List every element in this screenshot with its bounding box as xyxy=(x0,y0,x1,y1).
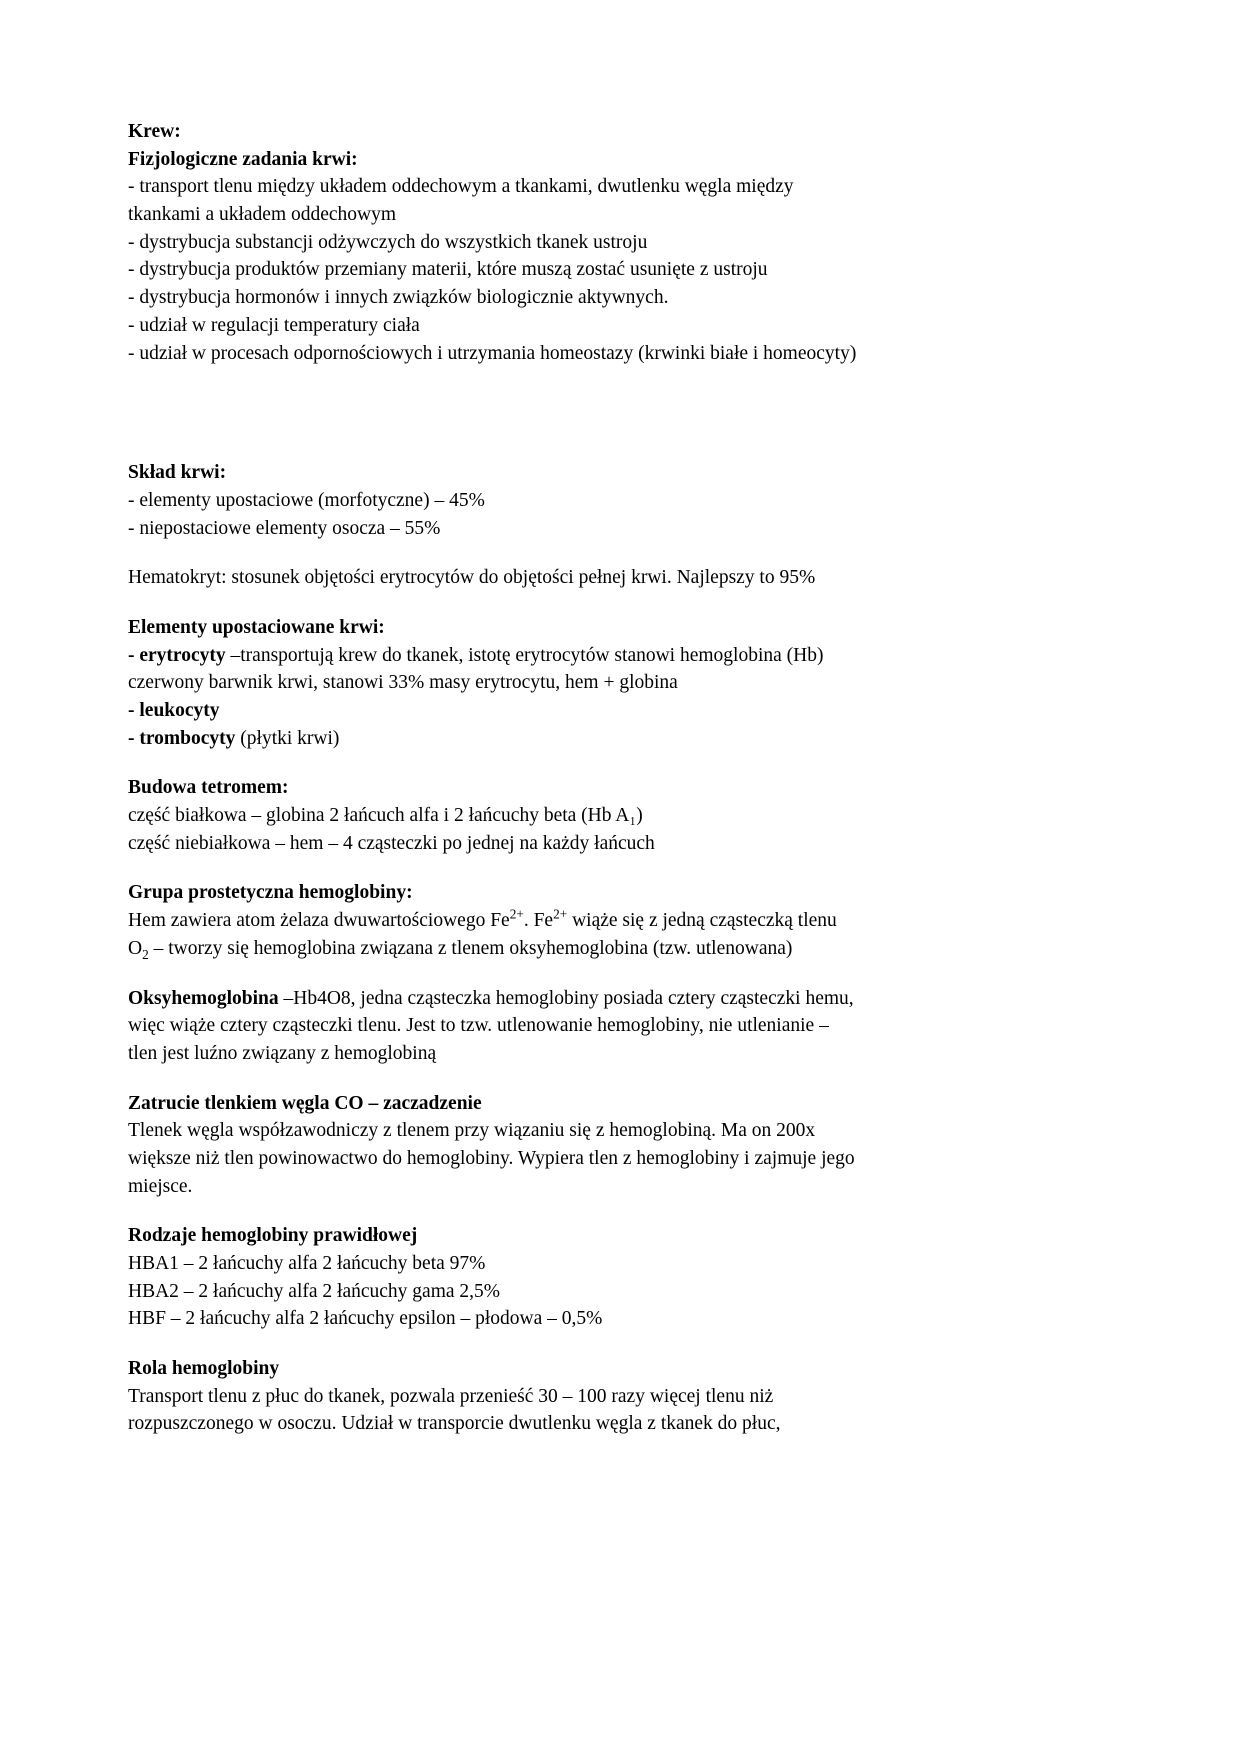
label-trombocyty: - trombocyty xyxy=(128,727,236,749)
text-grupa-line1 xyxy=(128,907,1112,935)
list-item-erytrocyty xyxy=(128,642,1112,670)
section-gap xyxy=(128,857,1112,879)
text-line: większe niż tlen powinowactwo do hemoglobiny. Wypiera tlen z hemoglobiny i zajmuje jego xyxy=(128,1147,855,1169)
text-line: - transport tlenu między układem oddechowym a tkankami, dwutlenku węgla między xyxy=(128,176,794,198)
text-line: tkankami a układem oddechowym xyxy=(128,204,397,226)
text-fragment: –Hb4O8, jedna cząsteczka hemoglobiny posiada cztery cząsteczki hemu, xyxy=(278,987,854,1009)
text-line: więc wiąże cztery cząsteczki tlenu. Jest to tzw. utlenowanie hemoglobiny, nie utlenianie – xyxy=(128,1015,829,1037)
text-fragment: . Fe xyxy=(523,910,554,932)
text-line: HBA2 – 2 łańcuchy alfa 2 łańcuchy gama 2,5% xyxy=(128,1280,501,1302)
heading-rola-hemoglobiny: Rola hemoglobiny xyxy=(128,1358,280,1380)
text-line: część niebiałkowa – hem – 4 cząsteczki po jednej na każdy łańcuch xyxy=(128,832,655,854)
text-line: - dystrybucja produktów przemiany materii, które muszą zostać usunięte z ustroju xyxy=(128,259,768,281)
document-body xyxy=(128,118,1112,1438)
text-line: HBF – 2 łańcuchy alfa 2 łańcuchy epsilon – płodowa – 0,5% xyxy=(128,1308,603,1330)
text-grupa-line2 xyxy=(128,935,1112,963)
label-oksyhemoglobina: Oksyhemoglobina xyxy=(128,987,279,1009)
heading-sklad-krwi: Skład krwi: xyxy=(128,462,227,484)
text-line: - udział w procesach odpornościowych i utrzymania homeostazy (krwinki białe i homeocyty) xyxy=(128,342,857,364)
text-line: część białkowa – globina 2 łańcuch alfa i 2 łańcuchy beta (Hb A₁) xyxy=(128,805,643,827)
text-line: - elementy upostaciowe (morfotyczne) – 45% xyxy=(128,489,485,511)
section-gap xyxy=(128,963,1112,985)
text-fragment: O xyxy=(128,937,143,959)
text-fragment: Hem zawiera atom żelaza dwuwartościowego Fe xyxy=(128,910,510,932)
text-line: tlen jest luźno związany z hemoglobiną xyxy=(128,1042,437,1064)
label-erytrocyty: - erytrocyty xyxy=(128,644,226,666)
text-line: czerwony barwnik krwi, stanowi 33% masy erytrocytu, hem + globina xyxy=(128,672,678,694)
section-gap xyxy=(128,592,1112,614)
paragraph-oksyhemoglobina xyxy=(128,985,1112,1013)
text-line: - dystrybucja hormonów i innych związków biologicznie aktywnych. xyxy=(128,287,669,309)
text-trombocyty: (płytki krwi) xyxy=(235,727,340,749)
section-gap xyxy=(128,542,1112,564)
section-gap xyxy=(128,1068,1112,1090)
section-gap xyxy=(128,1200,1112,1222)
section-gap xyxy=(128,427,1112,459)
section-gap xyxy=(128,1333,1112,1355)
text-erytrocyty: –transportują krew do tkanek, istotę erytrocytów stanowi hemoglobina (Hb) xyxy=(225,644,824,666)
section-gap xyxy=(128,367,1112,427)
heading-budowa-tetromem: Budowa tetromem: xyxy=(128,777,289,799)
text-fragment: – tworzy się hemoglobina związana z tlenem oksyhemoglobina (tzw. utlenowana) xyxy=(148,937,793,959)
heading-elementy-upostaciowane-krwi: Elementy upostaciowane krwi: xyxy=(128,616,385,638)
superscript-charge: 2+ xyxy=(509,906,524,922)
text-line: - dystrybucja substancji odżywczych do wszystkich tkanek ustroju xyxy=(128,231,648,253)
text-line: - niepostaciowe elementy osocza – 55% xyxy=(128,517,441,539)
subscript-count: 2 xyxy=(142,946,149,962)
text-line: miejsce. xyxy=(128,1175,193,1197)
section-gap xyxy=(128,752,1112,774)
list-item-trombocyty xyxy=(128,725,1112,753)
text-hematokryt: Hematokryt: stosunek objętości erytrocytów do objętości pełnej krwi. Najlepszy to 95% xyxy=(128,567,816,589)
text-line: Transport tlenu z płuc do tkanek, pozwala przenieść 30 – 100 razy więcej tlenu niż xyxy=(128,1385,774,1407)
text-line: Tlenek węgla współzawodniczy z tlenem przy wiązaniu się z hemoglobiną. Ma on 200x xyxy=(128,1120,816,1142)
list-item-leukocyty: - leukocyty xyxy=(128,700,220,721)
superscript-charge: 2+ xyxy=(553,906,568,922)
text-line: - udział w regulacji temperatury ciała xyxy=(128,314,420,336)
page-title: Krew: xyxy=(128,121,181,142)
heading-fizjologiczne-zadania-krwi: Fizjologiczne zadania krwi: xyxy=(128,148,358,170)
text-line: HBA1 – 2 łańcuchy alfa 2 łańcuchy beta 97% xyxy=(128,1253,486,1274)
heading-zatrucie-tlenkiem-wegla: Zatrucie tlenkiem węgla CO – zaczadzenie xyxy=(128,1092,482,1114)
heading-grupa-prostetyczna-hemoglobiny: Grupa prostetyczna hemoglobiny: xyxy=(128,882,413,904)
text-fragment: wiąże się z jedną cząsteczką tlenu xyxy=(567,910,837,932)
text-line: rozpuszczonego w osoczu. Udział w transporcie dwutlenku węgla z tkanek do płuc, xyxy=(128,1413,781,1435)
heading-rodzaje-hemoglobiny-prawidlowej: Rodzaje hemoglobiny prawidłowej xyxy=(128,1225,418,1247)
